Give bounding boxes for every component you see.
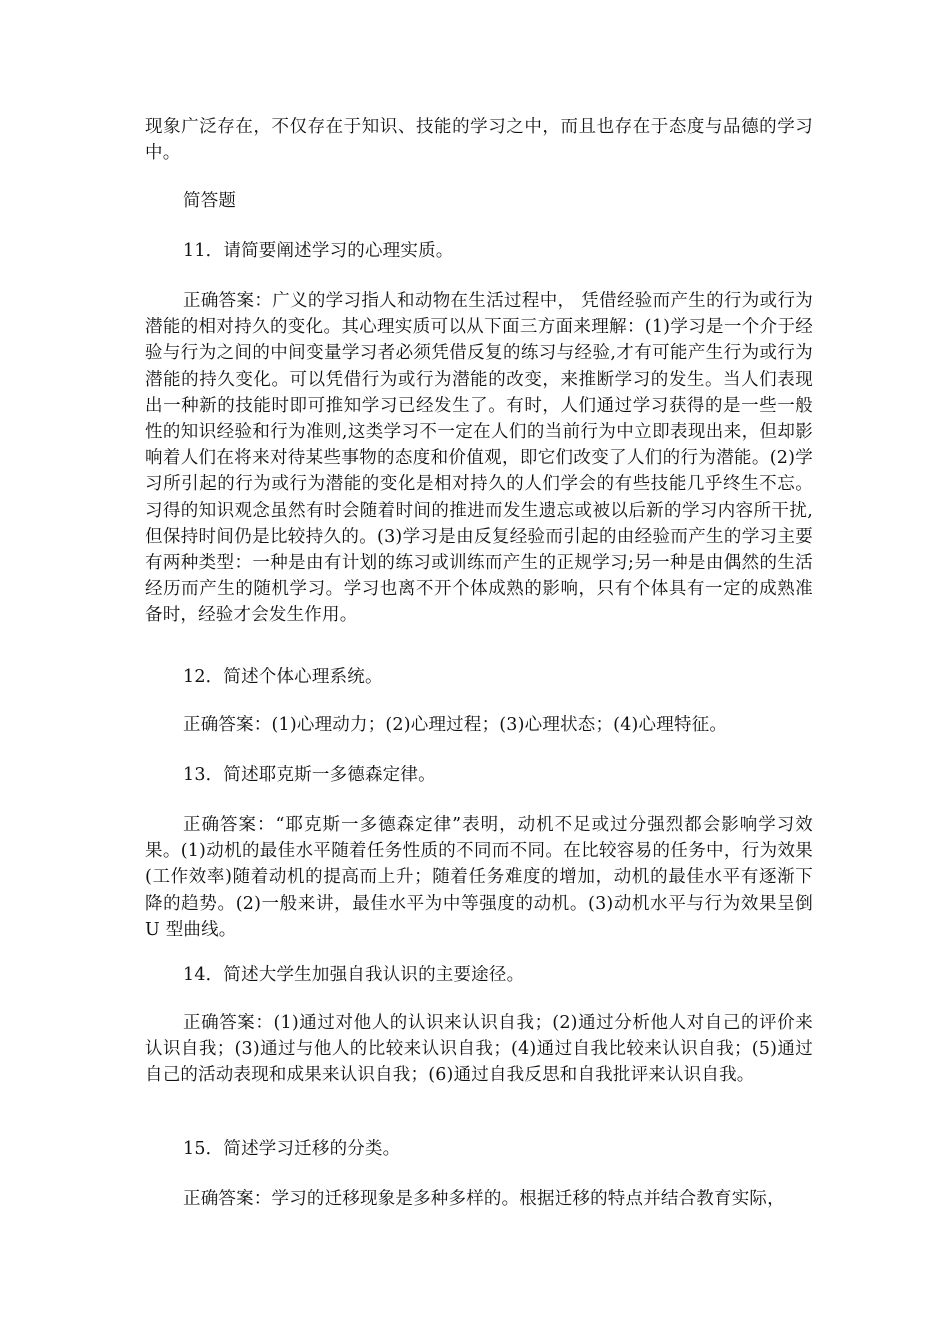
answer-15: 正确答案：学习的迁移现象是多种多样的。根据迁移的特点并结合教育实际， [183, 1189, 785, 1209]
section-heading: 简答题 [183, 191, 237, 211]
question-11: 11．请简要阐述学习的心理实质。 [183, 241, 454, 261]
answer-11: 正确答案：广义的学习指人和动物在生活过程中， 凭借经验而产生的行为或行为潜能的相对持久的变化。其心理实质可以从下面三方面来理解：(1)学习是一个介于经验与行为之间的中间变量学习者必须凭借反复的练习与经验,才有可能产生行为或行为潜能的持久变化。可以凭借行为或行为潜能的改变，来推断学习的发生。当人们表现出一种新的技能时即可推知学习已经发生了。有时，人们通过学习获得的是一些一般性的知识经验和行为准则,这类学习不一定在人们的当前行为中立即表现出来，但却影响着人们在将来对待某些事物的态度和价值观，即它们改变了人们的行为潜能。(2)学习所引起的行为或行为潜能的变化是相对持久的人们学会的有些技能几乎终生不忘。习得的知识观念虽然有时会随着时间的推进而发生遗忘或被以后新的学习内容所干扰,但保持时间仍是比较持久的。(3)学习是由反复经验而引起的由经验而产生的学习主要有两种类型：一种是由有计划的练习或训练而产生的正规学习;另一种是由偶然的生活经历而产生的随机学习。学习也离不开个体成熟的影响，只有个体具有一定的成熟准备时，经验才会发生作用。 [145, 291, 813, 626]
question-12: 12．简述个体心理系统。 [183, 667, 383, 687]
question-13: 13．简述耶克斯一多德森定律。 [183, 765, 436, 785]
answer-14: 正确答案：(1)通过对他人的认识来认识自我；(2)通过分析他人对自己的评价来认识自我；(3)通过与他人的比较来认识自我；(4)通过自我比较来认识自我；(5)通过自己的活动表现和成果来认识自我；(6)通过自我反思和自我批评来认识自我。 [145, 1013, 813, 1086]
continuation-paragraph: 现象广泛存在，不仅存在于知识、技能的学习之中，而且也存在于态度与品德的学习中。 [145, 117, 813, 164]
answer-12: 正确答案：(1)心理动力；(2)心理过程；(3)心理状态；(4)心理特征。 [183, 715, 728, 735]
question-14: 14．简述大学生加强自我认识的主要途径。 [183, 965, 525, 985]
answer-13: 正确答案：“耶克斯一多德森定律”表明，动机不足或过分强烈都会影响学习效果。(1)动机的最佳水平随着任务性质的不同而不同。在比较容易的任务中，行为效果(工作效率)随着动机的提高而上升；随着任务难度的增加，动机的最佳水平有逐渐下降的趋势。(2)一般来讲，最佳水平为中等强度的动机。(3)动机水平与行为效果呈倒 U 型曲线。 [145, 815, 813, 940]
question-15: 15．简述学习迁移的分类。 [183, 1139, 401, 1159]
